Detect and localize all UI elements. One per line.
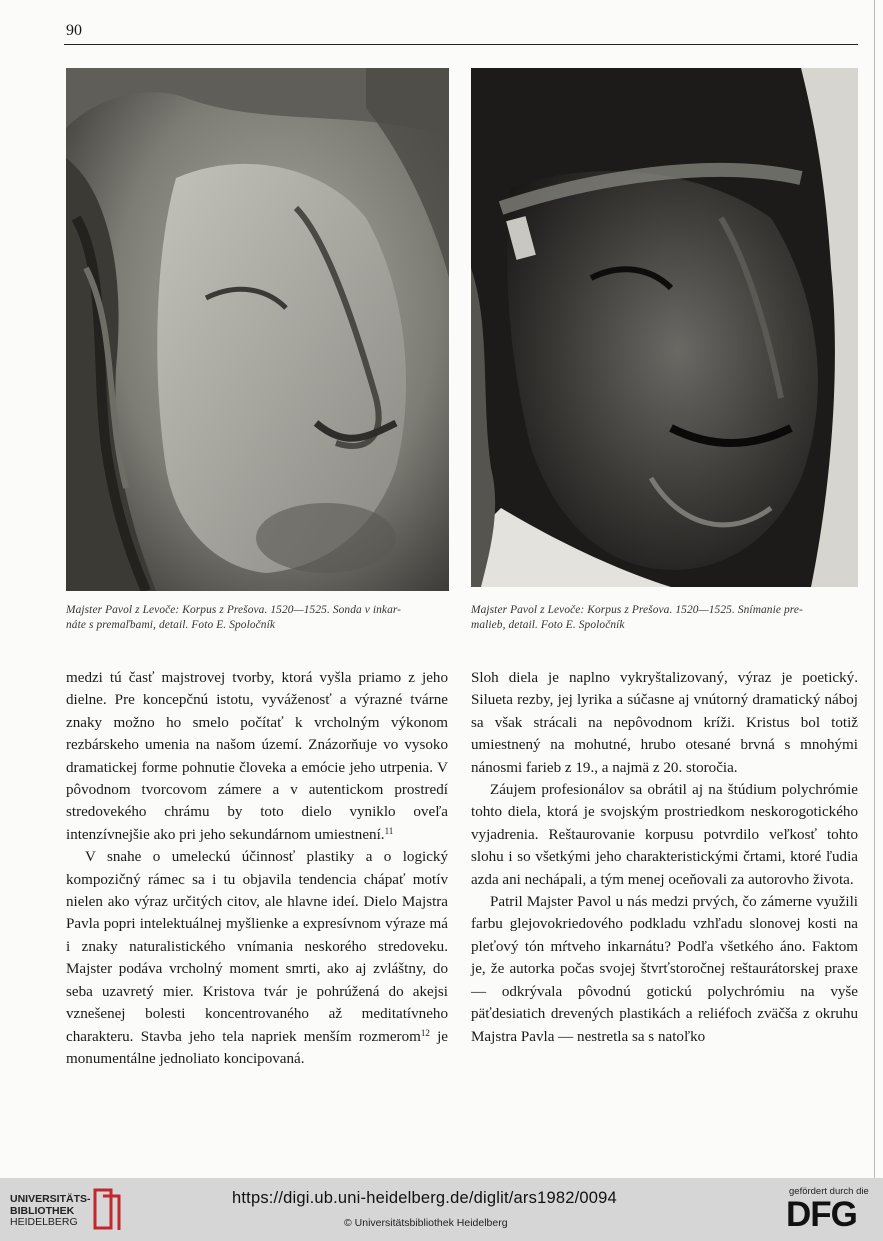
library-line: UNIVERSITÄTS- — [10, 1193, 91, 1205]
page-number: 90 — [66, 22, 82, 39]
photo-sculpture-face-dark — [471, 68, 858, 587]
header-rule — [64, 44, 858, 45]
paragraph-text: medzi tú časť majstrovej tvorby, ktorá vyšla priamo z jeho dielne. Pre koncepčnú istotu, vyváženosť a výrazné tvárne znaky možno ho smelo počítať k vrcholným výkonom rezbárskeho umenia na našom území. Znázorňuje vo vysoko dramatickej forme pohnutie človeka a emócie jeho utrpenia. V pôvodnom tvorcovom zámere a v autentickom prostredí stredovekého chrámu by toto dielo vyniklo oveľa intenzívnejšie ako pri jeho sekundárnom umiestnení. — [66, 670, 448, 843]
figure-caption-left — [66, 603, 458, 633]
library-line: HEIDELBERG — [10, 1216, 78, 1228]
paragraph: Sloh diela je naplno vykryštalizovaný, výraz je poetický. Silueta rezby, jej lyrika a súčasne aj vnútorný dramatický náboj sa však strácali na nepôvodnom kríži. Kristus bol totiž umiestnený na mohutné, hrubo otesané brvná s mnohými nánosmi farieb z 19., a najmä z 20. storočia. — [471, 670, 858, 776]
caption-right-line1: Majster Pavol z Levoče: Korpus z Prešova. 1520—1525. Snímanie pre- — [471, 604, 803, 616]
photo-right-image — [471, 68, 858, 587]
dfg-logo: DFG — [786, 1195, 857, 1234]
copyright-notice: © Universitätsbibliothek Heidelberg — [344, 1217, 508, 1229]
text-column-left — [66, 667, 448, 1070]
paragraph: Záujem profesionálov sa obrátil aj na štúdium polychrómie tohto diela, ktorá je svojským prostriedkom neskorogotického vyjadrenia. Reštaurovanie korpusu potvrdilo veľkosť tohto slohu i so všetkými jeho charakteristickými črtami, ktoré ľudia azda ani nechápali, a tým menej oceňovali za autorovho života. — [471, 782, 858, 888]
digitization-footer — [0, 1178, 883, 1241]
caption-right-line2: malieb, detail. Foto E. Spoločník — [471, 619, 625, 631]
footnote-ref: 11 — [384, 825, 394, 836]
paragraph-text: je monumentálne jednoliato koncipovaná. — [66, 1028, 448, 1067]
caption-left-line1: Majster Pavol z Levoče: Korpus z Prešova. 1520—1525. Sonda v inkar- — [66, 604, 402, 616]
document-url-link[interactable]: https://digi.ub.uni-heidelberg.de/diglit/ars1982/0094 — [232, 1189, 617, 1207]
library-logo-icon — [91, 1186, 123, 1232]
text-column-right — [471, 667, 858, 1048]
paragraph: Patril Majster Pavol u nás medzi prvých, čo zámerne využili farbu glejovokriedového podkladu vzhľadu slonovej kosti na pleťový tón mŕtveho inkarnátu? Podľa všetkého áno. Faktom je, že autorka počas svojej štvrťstoročnej reštaurátorskej praxe — odkrývala pôvodnú gotickú polychrómiu na vyše päťdesiatich drevených plastikách a reliéfoch zväčša z okruhu Majstra Pavla — nestretla sa s natoľko — [471, 894, 858, 1045]
library-line: BIBLIOTHEK — [10, 1204, 75, 1217]
page-edge — [874, 0, 875, 1178]
paragraph — [66, 667, 448, 846]
paragraph-text: V snahe o umeleckú účinnosť plastiky a o logický kompozičný rámec sa i tu objavila tendencia chápať motív nielen ako výraz určitých citov, ale hlavne ideí. Dielo Majstra Pavla popri intelektuálnej myšlienke a expresívnom výraze má i znaky naturalistického vnímania neskorého stredoveku. Majster podáva vrcholný moment smrti, ako aj zvláštny, do seba uzavretý mier. Kristova tvár je pohrúžená do akejsi vznešenej bolesti koncentrovaného až meditatívneho charakteru. Stavba jeho tela napriek menším rozmerom — [66, 849, 448, 1045]
caption-left-line2: náte s premaľbami, detail. Foto E. Spoločník — [66, 619, 276, 631]
funded-by-label: gefördert durch die — [789, 1186, 869, 1197]
figure-caption-right — [471, 603, 866, 633]
paragraph — [66, 846, 448, 1070]
library-name — [10, 1194, 91, 1229]
footnote-ref: 12 — [420, 1027, 430, 1038]
photo-sculpture-face-sonda — [66, 68, 449, 591]
photo-left-image — [66, 68, 449, 591]
